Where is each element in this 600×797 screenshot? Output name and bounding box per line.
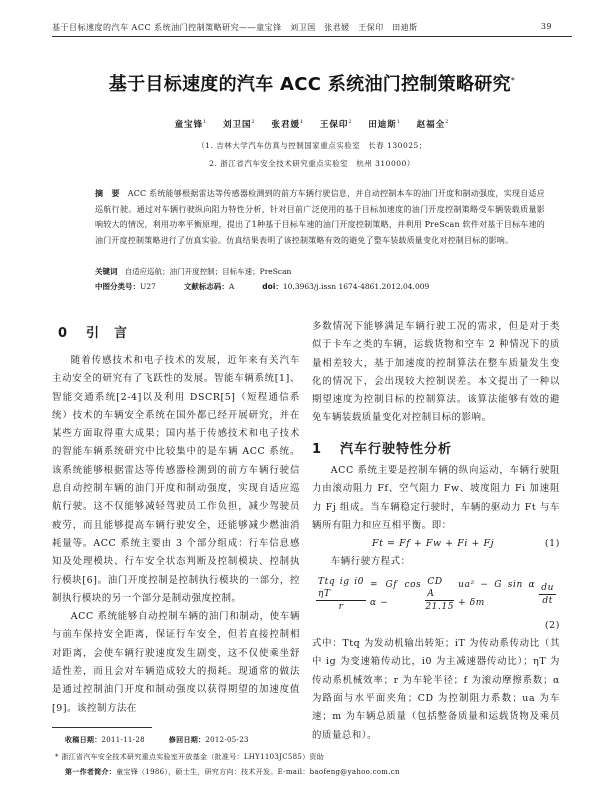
- author: 张君媛$^1$: [271, 119, 305, 130]
- abstract-label: 摘 要: [95, 189, 120, 198]
- equation-2-mid: = Gf cos α −: [370, 579, 422, 609]
- equation-2-drag-frac: $\frac{\text{CD A}}{21.15}$: [425, 576, 455, 612]
- author-list: [52, 118, 572, 130]
- section-number: 0: [58, 326, 69, 341]
- keywords: [95, 266, 555, 277]
- body-paragraph-continued: 多数情况下能够满足车辆行驶工况的需求，但是对于类似于卡车之类的车辆，运载货物和空车 2 种情况下的质量相差较大，基于加速度的控制算法在整车质量发生变化的情况下，会出现较大控制误差。本文提出了一种以期望速度为控制目标的控制算法。该算法能够有效的避免车辆装载质量变化对控制目标的影响。: [312, 321, 560, 424]
- left-column: [52, 352, 300, 718]
- doc-code-value: A: [228, 282, 235, 291]
- footnote-author-bio: 第一作者简介：童宝锋（1986），硕士生，研究方向：技术开发。E-mail：baofeng@yahoo.com.cn: [65, 768, 400, 776]
- received-date: 2011-11-28: [101, 736, 145, 744]
- equation-2: [312, 576, 560, 613]
- author: 田迪斯$^1$: [368, 119, 401, 130]
- paper-title: [52, 70, 572, 96]
- body-paragraph: 随着传感技术和电子技术的发展，近年来有关汽车主动安全的研究有了飞跃性的发展。智能车辆系统[1]、智能交通系统[2-4]以及利用 DSCR[5]（短程通信系统）技术的车辆安全系统在国外都已经开展研究，并在某些方面取得重大成果；国内基于传感技术和电子技术的智能车辆系统研究中比较集中的是车辆 ACC 系统。该系统能够根据雷达等传感器检测到的前方车辆行驶信息自动控制车辆的油门开度和制动强度，实现自适应巡航行驶。这不仅能够减轻驾驶员工作负担，减少驾驶员疲劳，而且能够提高车辆行驶安全，还能够减少燃油消耗量等。ACC 系统主要由 3 个部分组成：行车信息感知及处理模块、行车安全状态判断及控制模块、控制执行模块[6]。油门开度控制是控制执行模块的一部分，控制执行模块的另一个部分是制动强度控制。: [52, 355, 300, 604]
- section1-body: [312, 462, 560, 745]
- clc-label: 中图分类号：: [95, 282, 140, 291]
- author: 王保印$^2$: [319, 119, 353, 130]
- equation-2-derivative: $\frac{du}{dt}$: [541, 582, 554, 606]
- equation-1: [312, 535, 560, 553]
- equation-1-expr: Ft = Ff + Fw + Fi + Fj: [372, 538, 495, 550]
- abstract: [95, 186, 545, 248]
- equation-2-lhs: $\frac{\text{Ttq ig i0 ηT}}{r}$: [318, 576, 365, 612]
- author: 童宝锋$^1$: [174, 119, 208, 130]
- body-paragraph: 式中：Ttq 为发动机输出转矩；iT 为传动系传动比（其中 ig 为变速箱传动比，i0 为主减速器传动比）；ηT 为传动系机械效率；r 为车轮半径；f 为滚动摩擦系数；α 为路面与水平面夹角；CD 为控制阻力系数；ua 为车速；m 为车辆总质量（包括整备质量和运载货物及乘员的质量总和）。: [312, 638, 560, 741]
- classification-line: [95, 281, 555, 292]
- footnote-funding: * 浙江省汽车安全技术研究重点实验室开放基金（批准号：LHY1103JC585）资助: [55, 753, 325, 761]
- footnote-divider: [52, 727, 152, 728]
- equation-2-number: (2): [544, 619, 560, 631]
- revised-date: 2012-05-23: [205, 736, 249, 744]
- doi-label: doi：: [262, 282, 283, 291]
- section-heading-introduction: [58, 322, 128, 341]
- body-paragraph: ACC 系统能够自动控制车辆的油门和制动，使车辆与前车保持安全距离，保证行车安全，但若直接控制相对距离，会使车辆行驶速度发生剧变，这不仅使乘坐舒适性差，而且会对车辆造成较大的损耗。现通常的做法是通过控制油门开度和制动强度以获得期望的加速度值[9]。该控制方法在: [52, 611, 300, 714]
- title-footnote-mark: *: [510, 76, 516, 85]
- right-column: [312, 318, 560, 428]
- running-head-text: 基于目标速度的汽车 ACC 系统油门控制策略研究——童宝锋 刘卫国 张君媛 王保印 田迪斯: [52, 23, 418, 32]
- author: 刘卫国$^2$: [223, 119, 256, 130]
- page-number: 39: [540, 22, 552, 31]
- equation-2-intro: 车辆行驶方程式：: [330, 556, 411, 568]
- doc-code-label: 文献标志码：: [183, 282, 229, 291]
- equation-2-tail: ua² − G sin α + δm: [458, 579, 536, 609]
- running-head: [52, 22, 552, 33]
- keywords-label: 关键词: [95, 267, 118, 276]
- doi-value: 10.3963/j.issn 1674-4861.2012.04.009: [282, 282, 430, 291]
- clc-value: U27: [140, 282, 156, 291]
- equation-1-number: (1): [544, 538, 560, 550]
- section-heading-vehicle-dynamics: [312, 438, 452, 457]
- abstract-text: ACC 系统能够根据雷达等传感器检测到的前方车辆行驶信息，并自动控制本车的油门开度和制动强度，实现自适应巡航行驶。通过对车辆行驶纵向阻力特性分析，针对目前广泛使用的基于目标加速度的油门开度控制策略受车辆装载质量影响较大的情况，利用功率平衡原理，提出了1种基于目标车速的油门开度控制策略，并利用 PreScan 软件对基于目标车速的油门开度控制策略进行了仿真实验。仿真结果表明了该控制策略有效的避免了整车装载质量变化对控制目标的影响。: [95, 189, 545, 245]
- author: 赵福全$^2$: [416, 119, 450, 130]
- section-title: 引 言: [86, 326, 129, 341]
- header-divider: [52, 36, 572, 37]
- keywords-text: 自适应巡航；油门开度控制；目标车速；PreScan: [124, 267, 292, 276]
- body-paragraph: ACC 系统主要是控制车辆的纵向运动，车辆行驶阻力由滚动阻力 Ff、空气阻力 Fw、坡度阻力 Fi 加速阻力 Fj 组成。当车辆稳定行驶时，车辆的驱动力 Ft 与车辆所有阻力和应互相平衡。即：: [312, 465, 560, 531]
- footnote-dates: 收稿日期：2011-11-28 修回日期：2012-05-23: [65, 736, 249, 744]
- title-text: 基于目标速度的汽车 ACC 系统油门控制策略研究: [108, 74, 511, 95]
- affiliation-2: 2. 浙江省汽车安全技术研究重点实验室 杭州 310000）: [209, 159, 415, 168]
- section-number: 1: [312, 442, 323, 457]
- affiliation-1: （1. 吉林大学汽车仿真与控制国家重点实验室 长春 130025；: [197, 141, 427, 150]
- section-title: 汽车行驶特性分析: [340, 442, 453, 457]
